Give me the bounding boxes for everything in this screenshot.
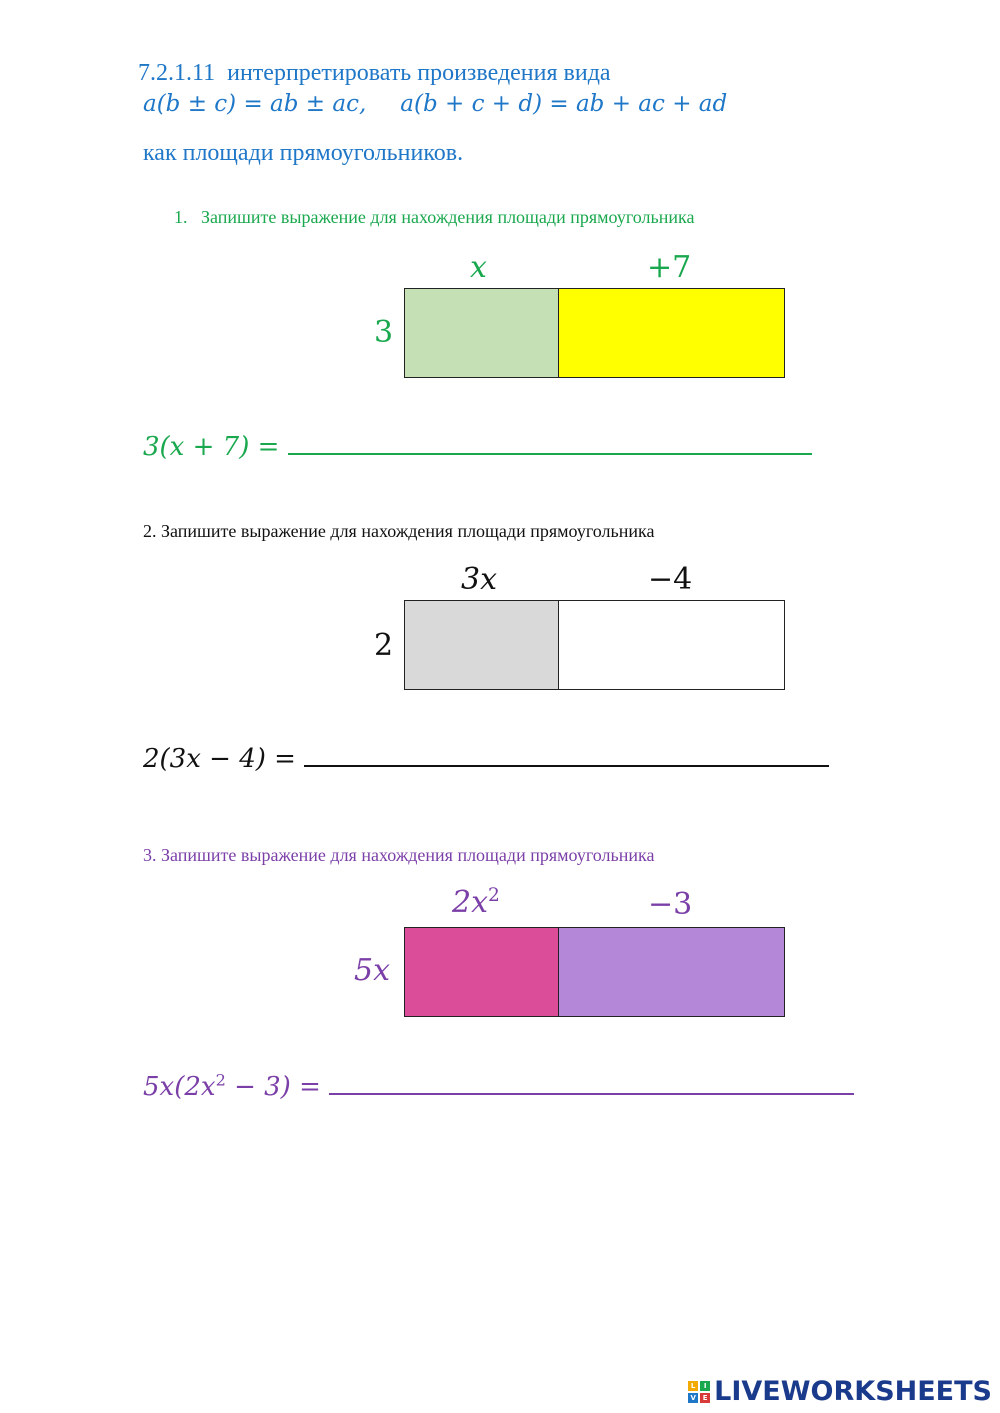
task-3-equation-text [143, 1072, 321, 1102]
liveworksheets-logo-text: LIVEWORKSHEETS [714, 1376, 992, 1407]
task-3-rect-right [558, 927, 785, 1017]
logo-tile-i: I [700, 1381, 710, 1391]
task-3-top-right-label: −3 [648, 887, 693, 922]
task-3-top-left-base: 2x [452, 885, 489, 920]
task-2-rect-right [558, 600, 785, 690]
liveworksheets-logo-icon [688, 1381, 710, 1403]
task-2-top-right-label: −4 [648, 562, 693, 597]
task-3-rect-left [404, 927, 560, 1017]
formula-three-terms: a(b + c + d) = ab + ac + ad [400, 91, 728, 117]
task-2-title-text: Запишите выражение для нахождения площади прямоугольника [161, 521, 655, 541]
task-3-equation-part1: 5x(2x [143, 1071, 216, 1102]
task-1-equation [143, 432, 812, 462]
task-2-number: 2. [143, 521, 157, 541]
liveworksheets-watermark [688, 1376, 992, 1407]
task-1-top-right-label: +7 [647, 250, 692, 285]
task-3-equation-exponent: 2 [215, 1070, 226, 1089]
task-1-answer-line[interactable] [288, 435, 812, 455]
task-2-equation-text: 2(3x − 4) = [143, 744, 296, 774]
task-2-equation [143, 744, 829, 774]
task-3-top-left-label [452, 885, 500, 920]
objective-heading [138, 60, 611, 87]
task-2-top-left-label: 3x [461, 562, 498, 597]
task-3-equation [143, 1070, 854, 1102]
task-1-title-text: Запишите выражение для нахождения площади прямоугольника [201, 207, 695, 227]
task-3-side-label: 5x [354, 953, 391, 988]
objective-formulas [143, 91, 727, 117]
task-3-title [143, 845, 654, 866]
task-1-top-left-label: x [470, 250, 487, 285]
task-3-equation-part2: − 3) = [225, 1071, 321, 1102]
task-1-rect-left [404, 288, 560, 378]
formula-distributive: a(b ± c) = ab ± ac, [143, 91, 367, 117]
task-1-number: 1. [174, 207, 188, 227]
logo-tile-v: V [688, 1393, 698, 1403]
task-2-title [143, 521, 654, 542]
task-2-rect-left [404, 600, 560, 690]
task-3-number: 3. [143, 845, 157, 865]
task-2-answer-line[interactable] [304, 747, 829, 767]
task-1-rect-right [558, 288, 785, 378]
task-2-side-label: 2 [374, 628, 394, 663]
task-1-title [174, 207, 694, 228]
task-3-answer-line[interactable] [329, 1075, 854, 1095]
objective-continuation: как площади прямоугольников. [143, 140, 464, 166]
task-1-equation-text: 3(x + 7) = [143, 432, 280, 462]
logo-tile-e: E [700, 1393, 710, 1403]
objective-text: интерпретировать произведения вида [227, 60, 611, 86]
task-3-title-text: Запишите выражение для нахождения площади прямоугольника [161, 845, 655, 865]
objective-code: 7.2.1.11 [138, 60, 216, 86]
logo-tile-l: L [688, 1381, 698, 1391]
task-3-top-left-exponent: 2 [488, 885, 500, 906]
task-1-side-label: 3 [374, 315, 394, 350]
